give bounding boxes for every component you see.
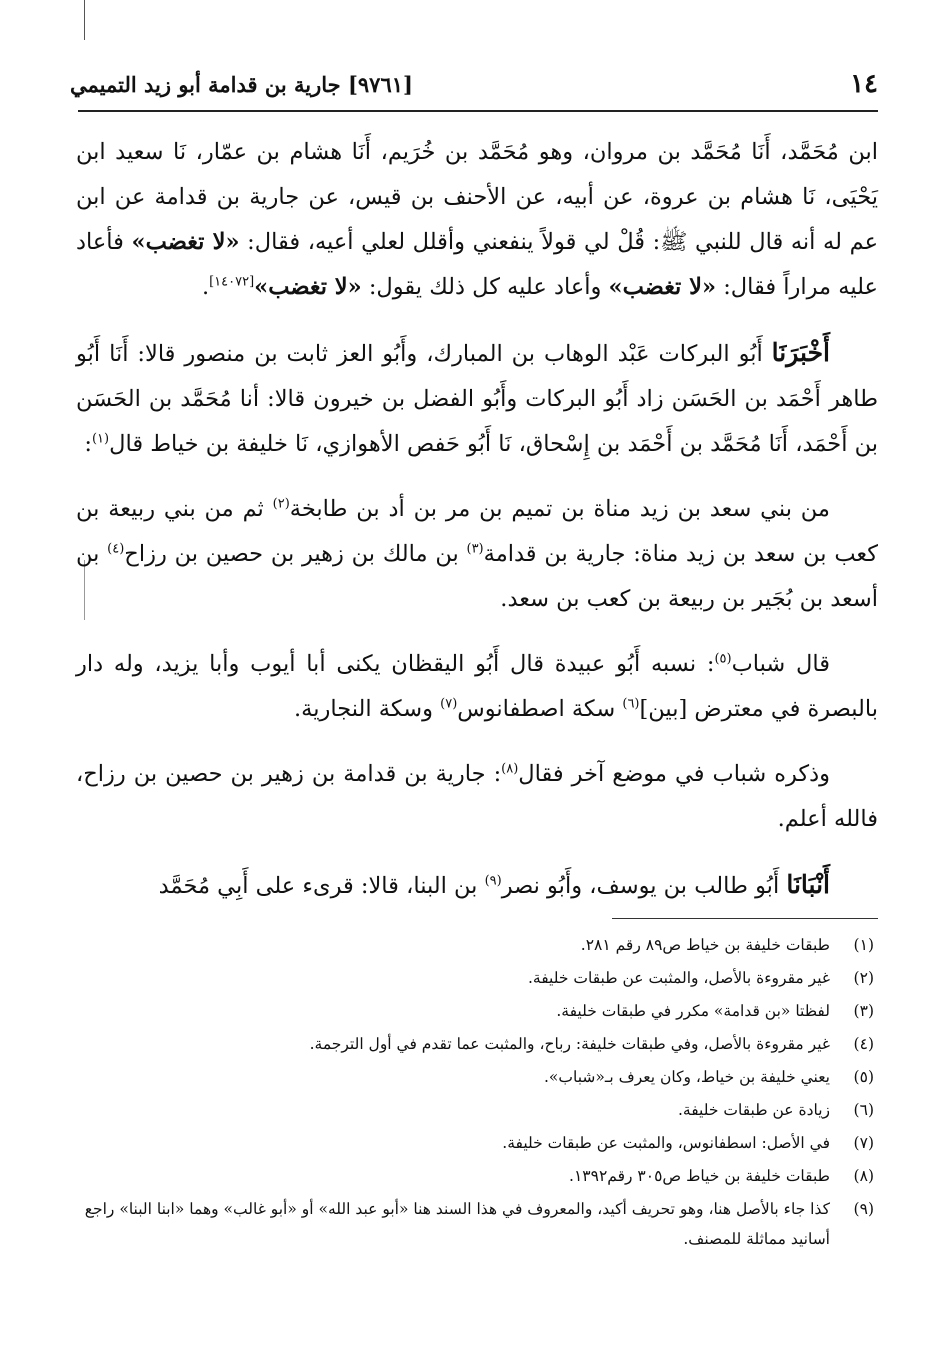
footnote-rule [612, 918, 878, 919]
paragraph-text: بن البنا، قالا: قرىء على أَبِي مُحَمَّد [158, 873, 485, 899]
paragraph-6 [76, 862, 878, 909]
footnote-item [76, 1095, 878, 1125]
footnote-number: (١) [853, 936, 874, 954]
paragraph-text: أَبُو البركات عَبْد الوهاب بن المبارك، وأَبُو العز ثابت بن منصور قالا: أَنَا أَبُو طاهر أَحْمَد بن الحَسَن زاد أَبُو البركات وأَبُو الفضل بن خيرون قالا: أنا مُحَمَّد بن الحَسَن بن أَحْمَد، أَنَا مُحَمَّد بن أَحْمَد بن إِسْحاق، نَا أَبُو حَفص الأهوازي، نَا خليفة بن خياط قال [76, 341, 878, 457]
paragraph-text: وسكة النجارية. [294, 696, 441, 722]
paragraph-text: : نسبه أَبُو عبيدة قال أَبُو اليقظان يكنى أبا أيوب وأبا يزيد، وله دار بالبصرة في معترض [بين] [76, 651, 878, 722]
footnote-item [76, 1161, 878, 1191]
footnote-marker[interactable]: (٢) [272, 496, 290, 512]
paragraph-text: : جارية بن قدامة بن زهير بن حصين بن رزاح، فالله أعلم. [76, 761, 878, 832]
footnote-number: (٣) [853, 1002, 874, 1020]
footnote-item [76, 1029, 878, 1059]
footnote-item [76, 1194, 878, 1254]
paragraph-text: ثم من بني ربيعة بن كعب بن سعد بن زيد مناة: جارية بن قدامة [76, 496, 878, 567]
footnote-marker[interactable]: (٨) [501, 761, 519, 777]
footnote-number: (٧) [853, 1134, 874, 1152]
hadith-reference: [١٤٠٧٢] [209, 274, 255, 290]
footnotes [76, 930, 878, 1257]
paragraph-2 [76, 330, 878, 467]
footnote-item [76, 1128, 878, 1158]
footnote-marker[interactable]: (٣) [466, 541, 484, 557]
header-rule [78, 110, 878, 112]
scan-margin-line [84, 0, 85, 40]
footnote-number: (٦) [853, 1101, 874, 1119]
paragraph-4 [76, 642, 878, 732]
footnote-text: لفظتا «بن قدامة» مكرر في طبقات خليفة. [556, 1002, 830, 1020]
paragraph-text: . [201, 274, 210, 300]
paragraph-text: فأعاد عليه مراراً فقال: [76, 229, 878, 300]
paragraph-text: وذكره شباب في موضع آخر فقال [518, 761, 831, 787]
paragraph-3 [76, 487, 878, 622]
page-number: ١٤ [850, 69, 878, 99]
footnote-item [76, 930, 878, 960]
footnote-text: في الأصل: اسطفانوس، والمثبت عن طبقات خليفة. [502, 1134, 830, 1152]
footnote-marker[interactable]: (١) [91, 431, 110, 447]
running-title: [٩٧٦١] جارية بن قدامة أبو زيد التميمي [70, 71, 413, 97]
footnote-text: كذا جاء بالأصل هنا، وهو تحريف أكيد، والمعروف في هذا السند هنا «أبو عبد الله» أو «أبو غالب» وهما «ابنا البنا» راجع أسانيد مماثلة للمصنف. [84, 1200, 830, 1248]
paragraph-1 [76, 130, 878, 310]
paragraph-text: قال شباب [731, 651, 830, 677]
footnote-item [76, 963, 878, 993]
transmission-lead: أَخْبَرَنَا [771, 338, 830, 367]
page-header [70, 64, 878, 104]
footnote-marker[interactable]: (٦) [622, 696, 640, 712]
footnote-item [76, 996, 878, 1026]
main-text [76, 130, 878, 909]
footnote-text: غير مقروءة بالأصل، والمثبت عن طبقات خليفة. [527, 969, 830, 987]
footnote-number: (٤) [853, 1035, 874, 1053]
hadith-quote: «لا تغضب» [131, 229, 240, 255]
paragraph-text: : [84, 431, 92, 457]
footnote-text: طبقات خليفة بن خياط ص٨٩ رقم ٢٨١. [580, 936, 830, 954]
footnote-text: طبقات خليفة بن خياط ص٣٠٥ رقم١٣٩٢. [569, 1167, 830, 1185]
footnote-text: زيادة عن طبقات خليفة. [677, 1101, 830, 1119]
paragraph-text: وأعاد عليه كل ذلك يقول: [361, 274, 609, 300]
paragraph-text: من بني سعد بن زيد مناة بن تميم بن مر بن أد بن طابخة [289, 496, 830, 522]
paragraph-text: أَبُو طالب بن يوسف، وأَبُو نصر [501, 873, 787, 899]
hadith-quote: «لا تغضب» [608, 274, 717, 300]
paragraph-text: بن أسعد بن بُجَير بن ربيعة بن كعب بن سعد. [76, 541, 878, 612]
footnote-number: (٥) [853, 1068, 874, 1086]
hadith-quote: «لا تغضب» [254, 274, 362, 300]
paragraph-text: ابن مُحَمَّد، أَنَا مُحَمَّد بن مروان، وهو مُحَمَّد بن خُرَيم، أَنَا هشام بن عمّار، نَا سعيد ابن يَحْيَى، نَا هشام بن عروة، عن أبيه، عن الأحنف بن قيس، عن جارية بن قدامة عن ابن عم له أنه قال للنبي ﷺ: قُلْ لي قولاً ينفعني وأقلل لعلي أعيه، فقال: [76, 139, 878, 255]
footnote-item [76, 1062, 878, 1092]
footnote-marker[interactable]: (٩) [484, 873, 502, 889]
footnote-text: يعني خليفة بن خياط، وكان يعرف بـ«شباب». [543, 1068, 830, 1086]
footnote-number: (٢) [853, 969, 874, 987]
footnote-marker[interactable]: (٥) [714, 651, 732, 667]
footnote-text: غير مقروءة بالأصل، وفي طبقات خليفة: رباح، والمثبت عما تقدم في أول الترجمة. [309, 1035, 830, 1053]
footnote-marker[interactable]: (٤) [107, 541, 125, 557]
paragraph-5 [76, 752, 878, 842]
footnote-number: (٩) [853, 1200, 874, 1218]
footnote-marker[interactable]: (٧) [440, 696, 458, 712]
transmission-lead: أَنْبَانَا [786, 870, 830, 899]
paragraph-text: سكة اصطفانوس [457, 696, 623, 722]
footnote-number: (٨) [853, 1167, 874, 1185]
paragraph-text: بن مالك بن زهير بن حصين بن رزاح [124, 541, 467, 567]
